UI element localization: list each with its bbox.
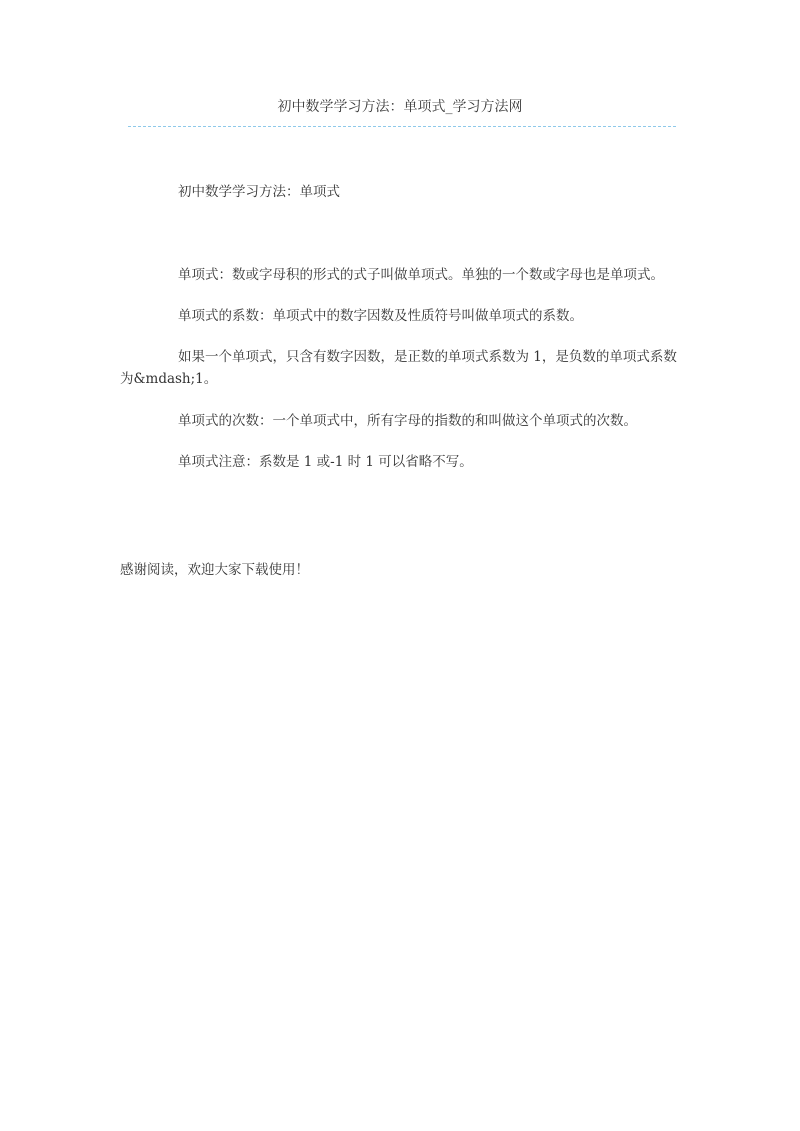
article-subtitle: 初中数学学习方法：单项式 [178, 184, 340, 200]
paragraph-numeric-factor: 如果一个单项式，只含有数字因数，是正数的单项式系数为 1，是负数的单项式系数为&mdash;1。 [120, 349, 677, 387]
paragraph-degree: 单项式的次数：一个单项式中，所有字母的指数的和叫做这个单项式的次数。 [178, 413, 637, 429]
paragraph-definition: 单项式：数或字母积的形式的式子叫做单项式。单独的一个数或字母也是单项式。 [178, 267, 664, 283]
closing-text: 感谢阅读，欢迎大家下载使用！ [120, 562, 309, 578]
page-header-title: 初中数学学习方法：单项式_学习方法网 [277, 99, 523, 115]
paragraph-note: 单项式注意：系数是 1 或-1 时 1 可以省略不写。 [178, 454, 473, 470]
header-divider [128, 126, 676, 127]
paragraph-coefficient: 单项式的系数：单项式中的数字因数及性质符号叫做单项式的系数。 [178, 308, 583, 324]
